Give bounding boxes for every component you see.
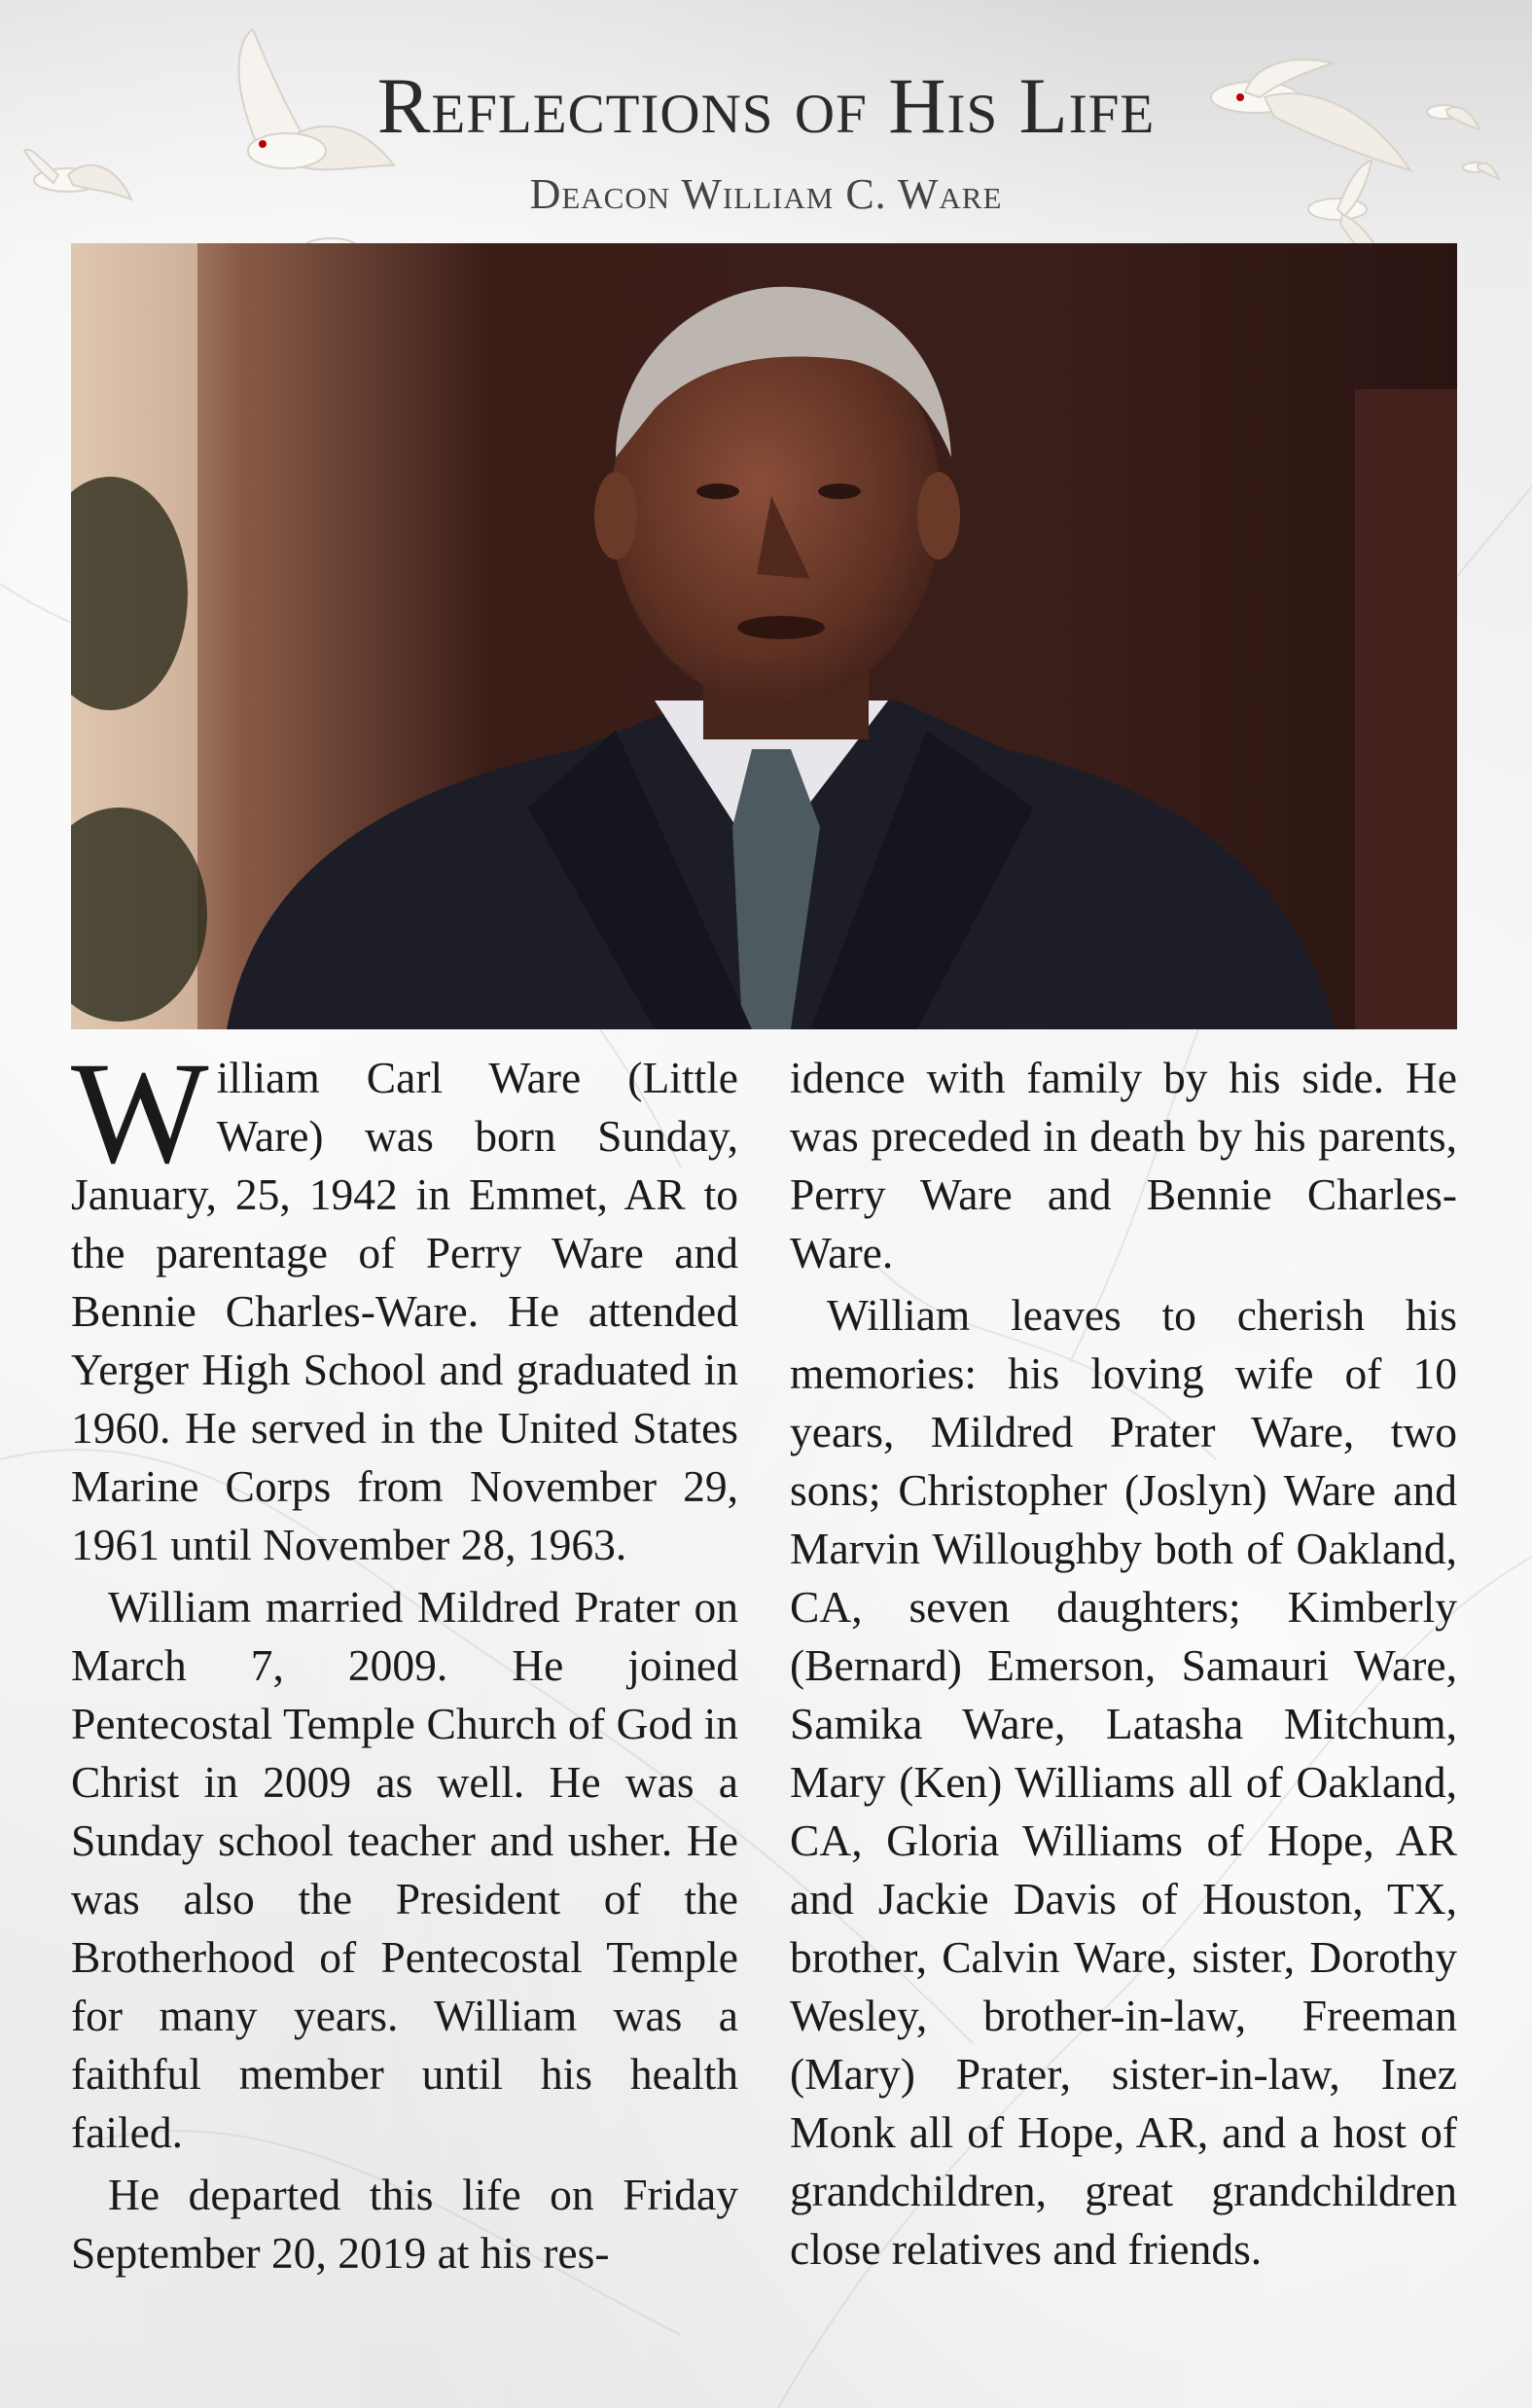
drop-cap: W <box>71 1032 209 1194</box>
portrait-photo <box>71 243 1457 1029</box>
text-column-right <box>790 1049 1457 2286</box>
obituary-text <box>71 1032 1457 2286</box>
paragraph-departed-continued: idence with family by his side. He was preceded in death by his parents, Perry Ware and Bennie Charles-Ware. <box>790 1053 1457 1277</box>
paragraph-survivors: William leaves to cherish his memories: his loving wife of 10 years, Mildred Prater Ware, two sons; Christopher (Joslyn) Ware and Marvin Willoughby both of Oakland, CA, seven daughters; Kimberly (Bernard) Emerson, Samauri Ware, Samika Ware, Latasha Mitchum, Mary (Ken) Williams all of Oakland, CA, Gloria Williams of Hope, AR and Jackie Davis of Houston, TX, brother, Calvin Ware, sister, Dorothy Wesley, brother-in-law, Freeman (Mary) Prater, sister-in-law, Inez Monk all of Hope, AR, and a host of grandchildren, great grandchildren close relatives and friends. <box>790 1290 1457 2274</box>
paragraph-birth: William Carl Ware (Little Ware) was born Sunday, January, 25, 1942 in Emmet, AR to the parentage of Perry Ware and Bennie Charles-Ware. He attended Yerger High School and graduated in 1960. He served in the United States Marine Corps from November 29, 1961 until November 28, 1963. <box>71 1032 738 1569</box>
text-column-left <box>71 1032 738 2286</box>
paragraph-departed: He departed this life on Friday September 20, 2019 at his res- <box>71 2170 738 2278</box>
page-subtitle: Deacon William C. Ware <box>529 170 1003 218</box>
paragraph-marriage: William married Mildred Prater on March 7, 2009. He joined Pentecostal Temple Church of God in Christ in 2009 as well. He was a Sunday school teacher and usher. He was also the President of the Brotherhood of Pentecostal Temple for many years. William was a faithful member until his health failed. <box>71 1582 738 2157</box>
page-title: Reflections of His Life <box>376 61 1156 150</box>
